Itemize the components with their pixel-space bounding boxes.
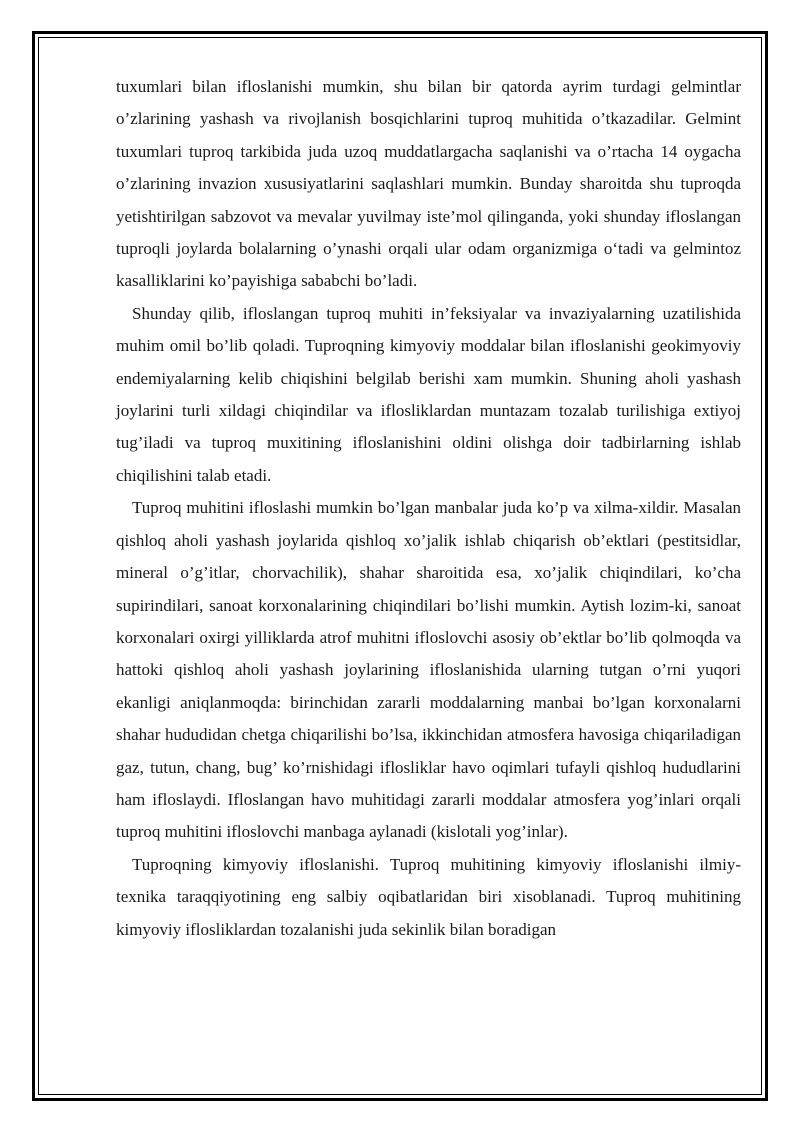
paragraph: Tuproq muhitini ifloslashi mumkin bo’lgan manbalar juda ko’p va xilma-xildir. Masalan qishloq aholi yashash joylarida qishloq xo’jalik ishlab chiqarish ob’ektlari (pestitsidlar, mineral o’g’itlar, chorvachilik), shahar sharoitida esa, xo’jalik chiqindilari, ko’cha supirindilari, sanoat korxonalarining chiqindilari bo’lishi mumkin. Aytish lozim-ki, sanoat korxonalari oxirgi yilliklarda atrof muhitni ifloslovchi asosiy ob’ektlar bo’lib qolmoqda va hattoki qishloq aholi yashash joylarining ifloslanishida ularning tutgan o’rni yuqori ekanligi aniqlanmoqda: birinchidan zararli moddalarning manbai bo’lgan korxonalarni shahar hududidan chetga chiqarilishi bo’lsa, ikkinchidan atmosfera havosiga chiqariladigan gaz, tutun, chang, bug’ ko’rnishidagi iflosliklar havo oqimlari tufayli qishloq hududlarini ham ifloslaydi. Ifloslangan havo muhitidagi zararli moddalar atmosfera yog’inlari orqali tuproq muhitini ifloslovchi manbaga aylanadi (kislotali yog’inlar). [116,498,741,842]
paragraph: tuxumlari bilan ifloslanishi mumkin, shu bilan bir qatorda ayrim turdagi gelmintlar o’zlarining yashash va rivojlanish bosqichlarini tuproq muhitida o’tkazadilar. Gelmint tuxumlari tuproq tarkibida juda uzoq muddatlargacha saqlanishi va o’rtacha 14 oygacha o’zlarining invazion xususiyatlarini saqlashlari mumkin. Bunday sharoitda shu tuproqda yetishtirilgan sabzovot va mevalar yuvilmay iste’mol qilinganda, yoki shunday ifloslangan tuproqli joylarda bolalarning o’ynashi orqali ular odam organizmiga o‘tadi va gelmintoz kasalliklarini ko’payishiga sababchi bo’ladi. [116,77,741,291]
paragraph: Shunday qilib, ifloslangan tuproq muhiti in’feksiyalar va invaziyalarning uzatilishida muhim omil bo’lib qoladi. Tuproqning kimyoviy moddalar bilan ifloslanishi geokimyoviy endemiyalarning kelib chiqishini belgilab berishi xam mumkin. Shuning aholi yashash joylarini turli xildagi chiqindilar va iflosliklardan muntazam tozalab turilishiga extiyoj tug’iladi va tuproq muxitining ifloslanishini oldini olishga doir tadbirlarning ishlab chiqilishini talab etadi. [116,303,741,485]
paragraph: Tuproqning kimyoviy ifloslanishi. Tuproq muhitining kimyoviy ifloslanishi ilmiy-texnika taraqqiyotining eng salbiy oqibatlaridan biri xisoblanadi. Tuproq muhitining kimyoviy iflosliklardan tozalanishi juda sekinlik bilan boradigan [116,854,741,939]
document-body [116,71,741,946]
